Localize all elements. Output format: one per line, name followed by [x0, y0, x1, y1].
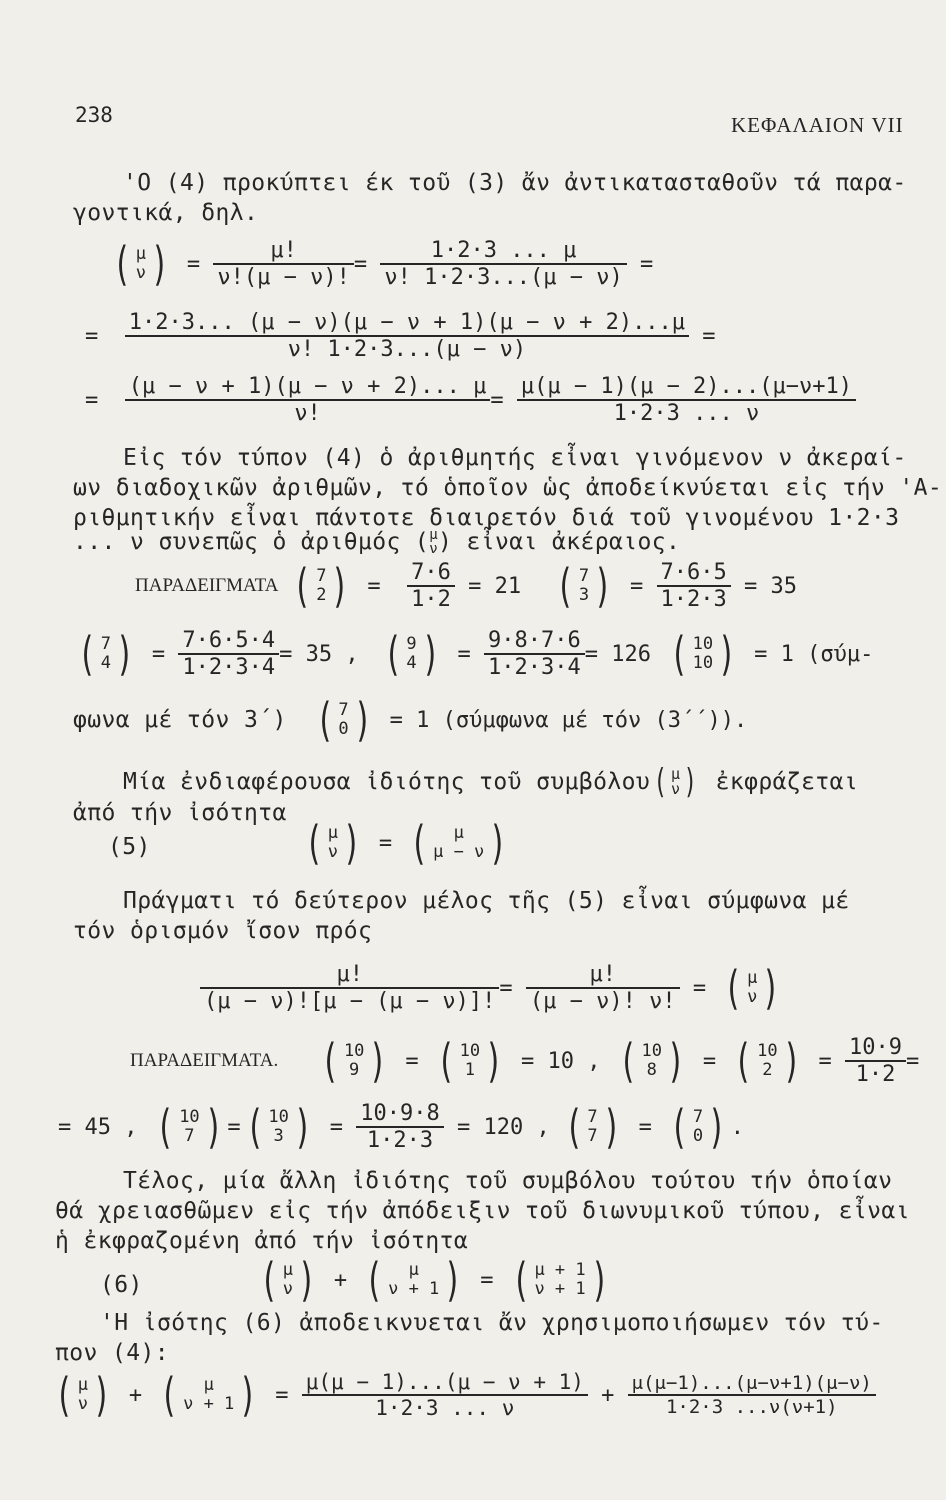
- equation-line: = $\frac{1\cdot 2\cdot 3... (\mu - \nu)(\mu - \nu + 1)(\mu - \nu + 2)...\mu}{\nu! 1\cdot 2\cdot 3...(\mu - \nu)}$ =: [85, 310, 716, 362]
- examples2-row-2: = 45 , ( 10 7 ) = ( 10 3 ) = $\frac{10\cdot 9\cdot 8}{1\cdot 2\cdot 3}$ = 120 , ( 7 7 ) = ( 7 0 ) .: [58, 1100, 745, 1154]
- paragraph-line: γοντικά, δηλ.: [73, 200, 259, 226]
- paragraph-line: ἡ ἐκφραζομένη ἀπό τήν ἰσότητα: [55, 1228, 469, 1254]
- binomial-symbol: ( 10 3 ): [245, 1100, 312, 1154]
- fraction: $\frac{10\cdot 9}{1\cdot 2}$: [845, 1035, 906, 1087]
- chapter-title: ΚΕΦΑΛΑΙΟΝ VII: [731, 113, 904, 137]
- binomial-symbol: ( μ μ − ν ): [410, 816, 508, 870]
- paragraph-line: τόν ὁρισμόν ἴσον πρός: [73, 918, 373, 944]
- binomial-symbol: ( 10 7 ): [156, 1100, 223, 1154]
- fraction: $\frac{\mu!}{(\mu - \nu)! \nu!}$: [526, 962, 680, 1014]
- paragraph-line: ... ν συνεπῶς ὁ ἀριθμός ( μ ν ) εἶναι ἀκέραιος.: [73, 527, 681, 557]
- fraction: $\frac{\mu!}{(\mu - \nu)![\mu - (\mu - \nu)]!}$: [200, 962, 499, 1014]
- binomial-symbol: ( 10 8 ): [618, 1034, 685, 1088]
- examples2-row-1: ΠΑΡΑΔΕΙΓΜΑΤΑ. ( 10 9 ) = ( 10 1 ) = 10 , ( 10 8 ) = ( 10 2 ) = $\frac{10\cdot 9}{1\cdot 2}$ =: [130, 1034, 920, 1088]
- fraction: $\frac{\mu(\mu - 1)(\mu - 2)...(\mu-\nu+1)}{1\cdot 2\cdot 3 ... \nu}$: [517, 374, 856, 426]
- fraction: $\frac{1\cdot 2\cdot 3... (\mu - \nu)(\mu - \nu + 1)(\mu - \nu + 2)...\mu}{\nu! 1\cdot 2\cdot 3...(\mu - \nu)}$: [125, 310, 689, 362]
- fraction: $\frac{9\cdot 8\cdot 7\cdot 6}{1\cdot 2\cdot 3\cdot 4}$: [484, 628, 585, 680]
- binomial-symbol: ( 7 2 ): [293, 559, 350, 613]
- examples-row-3: φωνα μέ τόν 3΄) ( 7 0 ) = 1 (σύμφωνα μέ τόν (3΄΄)).: [73, 693, 748, 747]
- binomial-symbol: ( μ ν + 1 ): [160, 1368, 258, 1422]
- equation-pascal: ( μ ν ) + ( μ ν + 1 ) = ( μ + 1 ν + 1 ): [255, 1260, 613, 1300]
- binomial-symbol: ( μ ν ): [54, 1368, 111, 1422]
- fraction: $\frac{\mu!}{\nu!(\mu - \nu)!}$: [213, 238, 353, 290]
- paragraph-line: 'Ο (4) προκύπτει έκ τοῦ (3) ἄν ἀντικατασταθοῦν τά παρα-: [123, 170, 907, 196]
- paragraph-line: ων διαδοχικῶν ἀριθμῶν, τό ὁποῖον ὡς ἀποδείκνύεται εἰς τήν 'Α-: [73, 475, 943, 501]
- fraction: $\frac{1\cdot 2\cdot 3 ... \mu}{\nu! 1\cdot 2\cdot 3...(\mu - \nu)}$: [380, 238, 626, 290]
- fraction: $\frac{(\mu - \nu + 1)(\mu - \nu + 2)... \mu}{\nu!}$: [125, 374, 491, 426]
- binomial-symbol: ( 10 1 ): [436, 1034, 503, 1088]
- fraction: $\frac{10\cdot 9\cdot 8}{1\cdot 2\cdot 3}$: [356, 1101, 443, 1153]
- binomial-symbol: ( 7 0 ): [315, 693, 372, 747]
- binomial-symbol: ( μ ν ): [259, 1253, 316, 1307]
- paragraph-line: ριθμητικήν εἶναι πάντοτε διαιρετόν διά τοῦ γινομένου 1·2·3: [73, 505, 900, 531]
- binomial-symbol: ( 7 0 ): [669, 1100, 726, 1154]
- binomial-symbol: ( 10 10 ): [669, 627, 737, 681]
- binomial-symbol: ( 9 4 ): [383, 627, 440, 681]
- examples-row-2: ( 7 4 ) = $\frac{7\cdot 6\cdot 5\cdot 4}{1\cdot 2\cdot 3\cdot 4}$ = 35 , ( 9 4 ) = $\frac{9\cdot 8\cdot 7\cdot 6}{1\cdot 2\cdot 3\cdot 4}$ = 126 ( 10 10 ) = 1 (σύμ-: [73, 628, 873, 680]
- binomial-symbol: ( μ + 1 ν + 1 ): [511, 1253, 609, 1307]
- paragraph-line: Εἰς τόν τύπον (4) ὁ ἀριθμητής εἶναι γινόμενον ν ἀκεραί-: [123, 445, 907, 471]
- paragraph-line: 'Η ἰσότης (6) ἀποδεικνυεται ἄν χρησιμοποιήσωμεν τόν τύ-: [100, 1310, 884, 1336]
- examples-label: ΠΑΡΑΔΕΙΓΜΑΤΑ: [135, 575, 279, 596]
- binomial-symbol: ( 7 7 ): [564, 1100, 621, 1154]
- paragraph-line: Πράγματι τό δεύτερον μέλος τῆς (5) εἶναι σύμφωνα μέ: [123, 888, 850, 914]
- binomial-symbol: ( 10 9 ): [321, 1034, 388, 1088]
- binomial-symbol: ( 7 3 ): [555, 559, 612, 613]
- equation-label: (6): [100, 1272, 143, 1298]
- equation-symmetry: ( μ ν ) = ( μ μ − ν ): [300, 823, 512, 863]
- fraction: $\frac{7\cdot 6\cdot 5\cdot 4}{1\cdot 2\cdot 3\cdot 4}$: [178, 628, 279, 680]
- paragraph-line: Μία ἐνδιαφέρουσα ἰδιότης τοῦ συμβόλου ( μ ν ) ἐκφράζεται: [123, 762, 859, 802]
- fraction: $\frac{7\cdot 6\cdot 5}{1\cdot 2\cdot 3}$: [657, 560, 731, 612]
- binomial-symbol: ( μ ν ): [724, 961, 781, 1015]
- paragraph-line: θά χρειασθῶμεν εἰς τήν ἀπόδειξιν τοῦ διωνυμικοῦ τύπου, εἶναι: [55, 1198, 910, 1224]
- equation-pascal-proof: ( μ ν ) + ( μ ν + 1 ) = $\frac{\mu(\mu - 1)...(\mu - \nu + 1)}{1\cdot 2\cdot 3 ... \nu}$ + $\frac{\mu(\mu-1)...(\mu-\nu+1)(\mu-\nu)}{1\cdot 2\cdot 3 ...\nu(\nu+1)}$: [50, 1370, 876, 1420]
- binomial-symbol: ( μ ν ): [653, 762, 698, 802]
- equation-line: = $\frac{(\mu - \nu + 1)(\mu - \nu + 2)... \mu}{\nu!}$ = $\frac{\mu(\mu - 1)(\mu - 2)...(\mu-\nu+1)}{1\cdot 2\cdot 3 ... \nu}$: [85, 374, 856, 426]
- paragraph-line: πον (4):: [55, 1340, 169, 1366]
- binomial-symbol: ( μ ν ): [112, 237, 169, 291]
- equation-binomial-definition: ( μ ν ) = $\frac{\mu!}{\nu!(\mu - \nu)!}$ = $\frac{1\cdot 2\cdot 3 ... \mu}{\nu! 1\cdot 2\cdot 3...(\mu - \nu)}$ =: [108, 238, 653, 290]
- binomial-symbol: ( 10 2 ): [734, 1034, 801, 1088]
- page-number: 238: [75, 103, 113, 127]
- binomial-symbol: ( μ ν ): [304, 816, 361, 870]
- fraction: $\frac{\mu(\mu-1)...(\mu-\nu+1)(\mu-\nu)}{1\cdot 2\cdot 3 ...\nu(\nu+1)}$: [628, 1372, 876, 1418]
- equation-label: (5): [108, 834, 151, 860]
- examples-row-1: ΠΑΡΑΔΕΙΓΜΑΤΑ ( 7 2 ) = $\frac{7\cdot 6}{1\cdot 2}$ = 21 ( 7 3 ) = $\frac{7\cdot 6\cdot 5}{1\cdot 2\cdot 3}$ = 35: [135, 559, 797, 613]
- binomial-symbol: ( 7 4 ): [77, 627, 134, 681]
- fraction: $\frac{7\cdot 6}{1\cdot 2}$: [407, 560, 455, 612]
- equation-proof-symmetry: $\frac{\mu!}{(\mu - \nu)![\mu - (\mu - \nu)]!}$ = $\frac{\mu!}{(\mu - \nu)! \nu!}$ = ( μ ν ): [200, 962, 785, 1014]
- binomial-symbol: ( μ ν + 1 ): [365, 1253, 463, 1307]
- examples-label: ΠΑΡΑΔΕΙΓΜΑΤΑ.: [130, 1050, 279, 1071]
- paragraph-line: ἀπό τήν ἰσότητα: [73, 800, 287, 826]
- paragraph-line: Τέλος, μία ἄλλη ἰδιότης τοῦ συμβόλου τούτου τήν ὁποίαν: [123, 1168, 893, 1194]
- fraction: $\frac{\mu(\mu - 1)...(\mu - \nu + 1)}{1\cdot 2\cdot 3 ... \nu}$: [302, 1370, 588, 1420]
